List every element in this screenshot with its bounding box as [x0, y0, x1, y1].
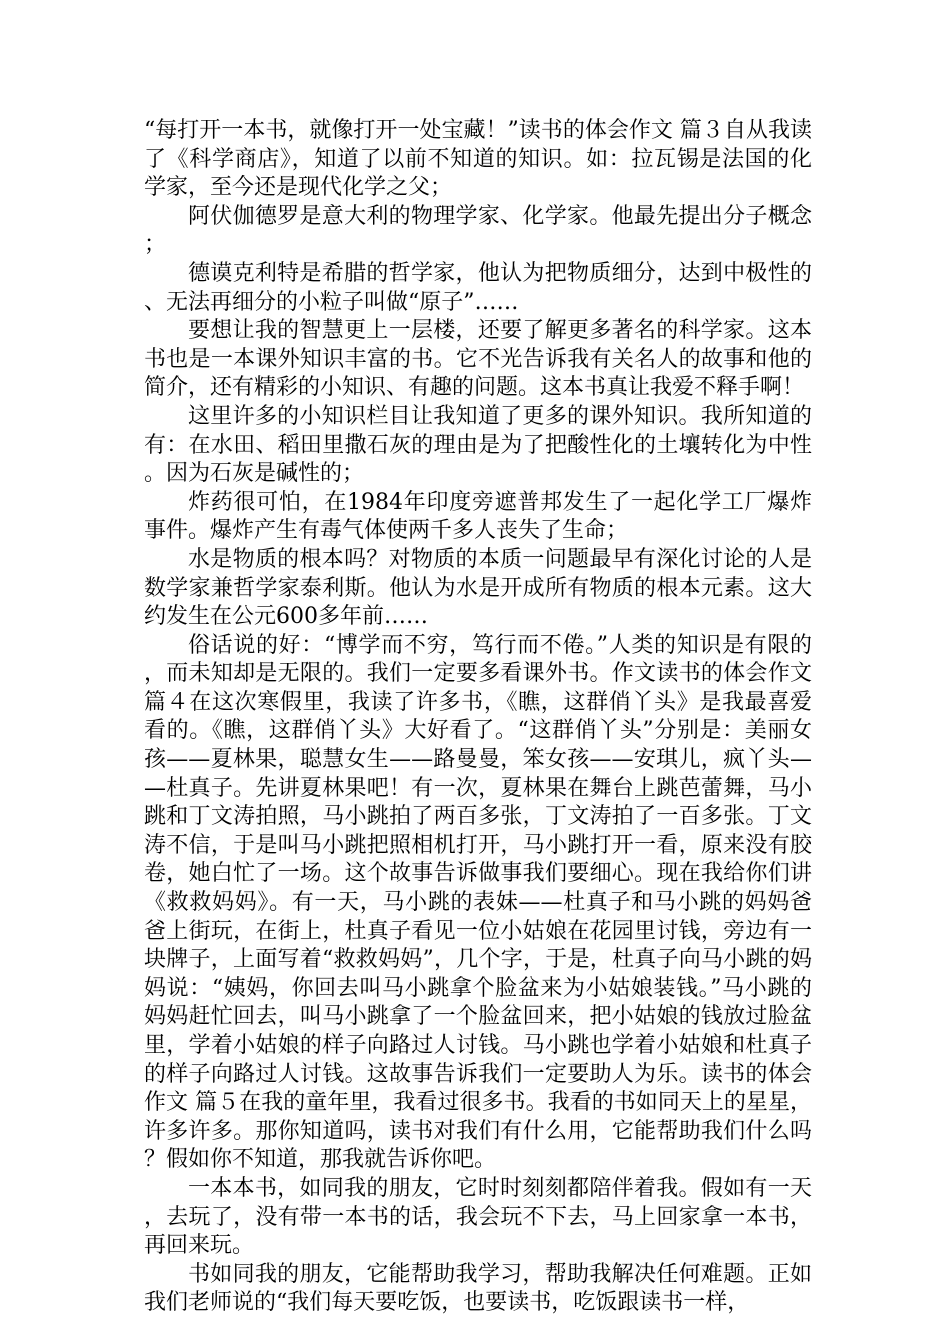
paragraph-1: “每打开一本书，就像打开一处宝藏！”读书的体会作文 篇３自从我读了《科学商店》，知道了以前不知道的知识。如：拉瓦锡是法国的化学家，至今还是现代化学之父；: [144, 118, 812, 201]
paragraph-5: 这里许多的小知识栏目让我知道了更多的课外知识。我所知道的有：在水田、稻田里撒石灰的理由是为了把酸性化的土壤转化为中性。因为石灰是碱性的；: [144, 403, 812, 487]
paragraph-7: 水是物质的根本吗？对物质的本质一问题最早有深化讨论的人是数学家兼哲学家泰利斯。他认为水是开成所有物质的根本元素。这大约发生在公元600多年前……: [144, 546, 812, 630]
paragraph-3: 德谟克利特是希腊的哲学家，他认为把物质细分，达到中极性的、无法再细分的小粒子叫做“原子”……: [144, 260, 812, 315]
paragraph-6: 炸药很可怕，在1984年印度旁遮普邦发生了一起化学工厂爆炸事件。爆炸产生有毒气体使两千多人丧失了生命；: [144, 489, 812, 544]
paragraph-9: 一本本书，如同我的朋友，它时时刻刻都陪伴着我。假如有一天，去玩了，没有带一本书的话，我会玩不下去，马上回家拿一本书，再回来玩。: [144, 1175, 812, 1259]
document-body: [144, 117, 812, 1318]
paragraph-10: 书如同我的朋友，它能帮助我学习，帮助我解决任何难题。正如我们老师说的“我们每天要吃饭，也要读书，吃饭跟读书一样，: [144, 1261, 812, 1316]
paragraph-2: 阿伏伽德罗是意大利的物理学家、化学家。他最先提出分子概念；: [144, 203, 812, 258]
paragraph-8: 俗话说的好：“博学而不穷，笃行而不倦。”人类的知识是有限的，而未知却是无限的。我们一定要多看课外书。作文读书的体会作文 篇４在这次寒假里，我读了许多书，《瞧，这群俏丫头》是我最喜爱看的。《瞧，这群俏丫头》大好看了。“这群俏丫头”分别是：美丽女孩——夏林果，聪慧女生——路曼曼，笨女孩——安琪儿，疯丫头——杜真子。先讲夏林果吧！有一次，夏林果在舞台上跳芭蕾舞，马小跳和丁文涛拍照，马小跳拍了两百多张，丁文涛拍了一百多张。丁文涛不信，于是叫马小跳把照相机打开，马小跳打开一看，原来没有胶卷，她白忙了一场。这个故事告诉做事我们要细心。现在我给你们讲《救救妈妈》。有一天，马小跳的表妹——杜真子和马小跳的妈妈爸爸上街玩，在街上，杜真子看见一位小姑娘在花园里讨钱，旁边有一块牌子，上面写着“救救妈妈”，几个字，于是，杜真子向马小跳的妈妈说：“姨妈，你回去叫马小跳拿个脸盆来为小姑娘装钱。”马小跳的妈妈赶忙回去，叫马小跳拿了一个脸盆回来，把小姑娘的钱放过脸盆里，学着小姑娘的样子向路过人讨钱。马小跳也学着小姑娘和杜真子的样子向路过人讨钱。这故事告诉我们一定要助人为乐。读书的体会作文 篇５在我的童年里，我看过很多书。我看的书如同天上的星星，许多许多。那你知道吗，读书对我们有什么用，它能帮助我们什么吗？假如你不知道，那我就告诉你吧。: [144, 632, 812, 1173]
paragraph-4: 要想让我的智慧更上一层楼，还要了解更多著名的科学家。这本书也是一本课外知识丰富的书。它不光告诉我有关名人的故事和他的简介，还有精彩的小知识、有趣的问题。这本书真让我爱不释手啊！: [144, 318, 812, 401]
